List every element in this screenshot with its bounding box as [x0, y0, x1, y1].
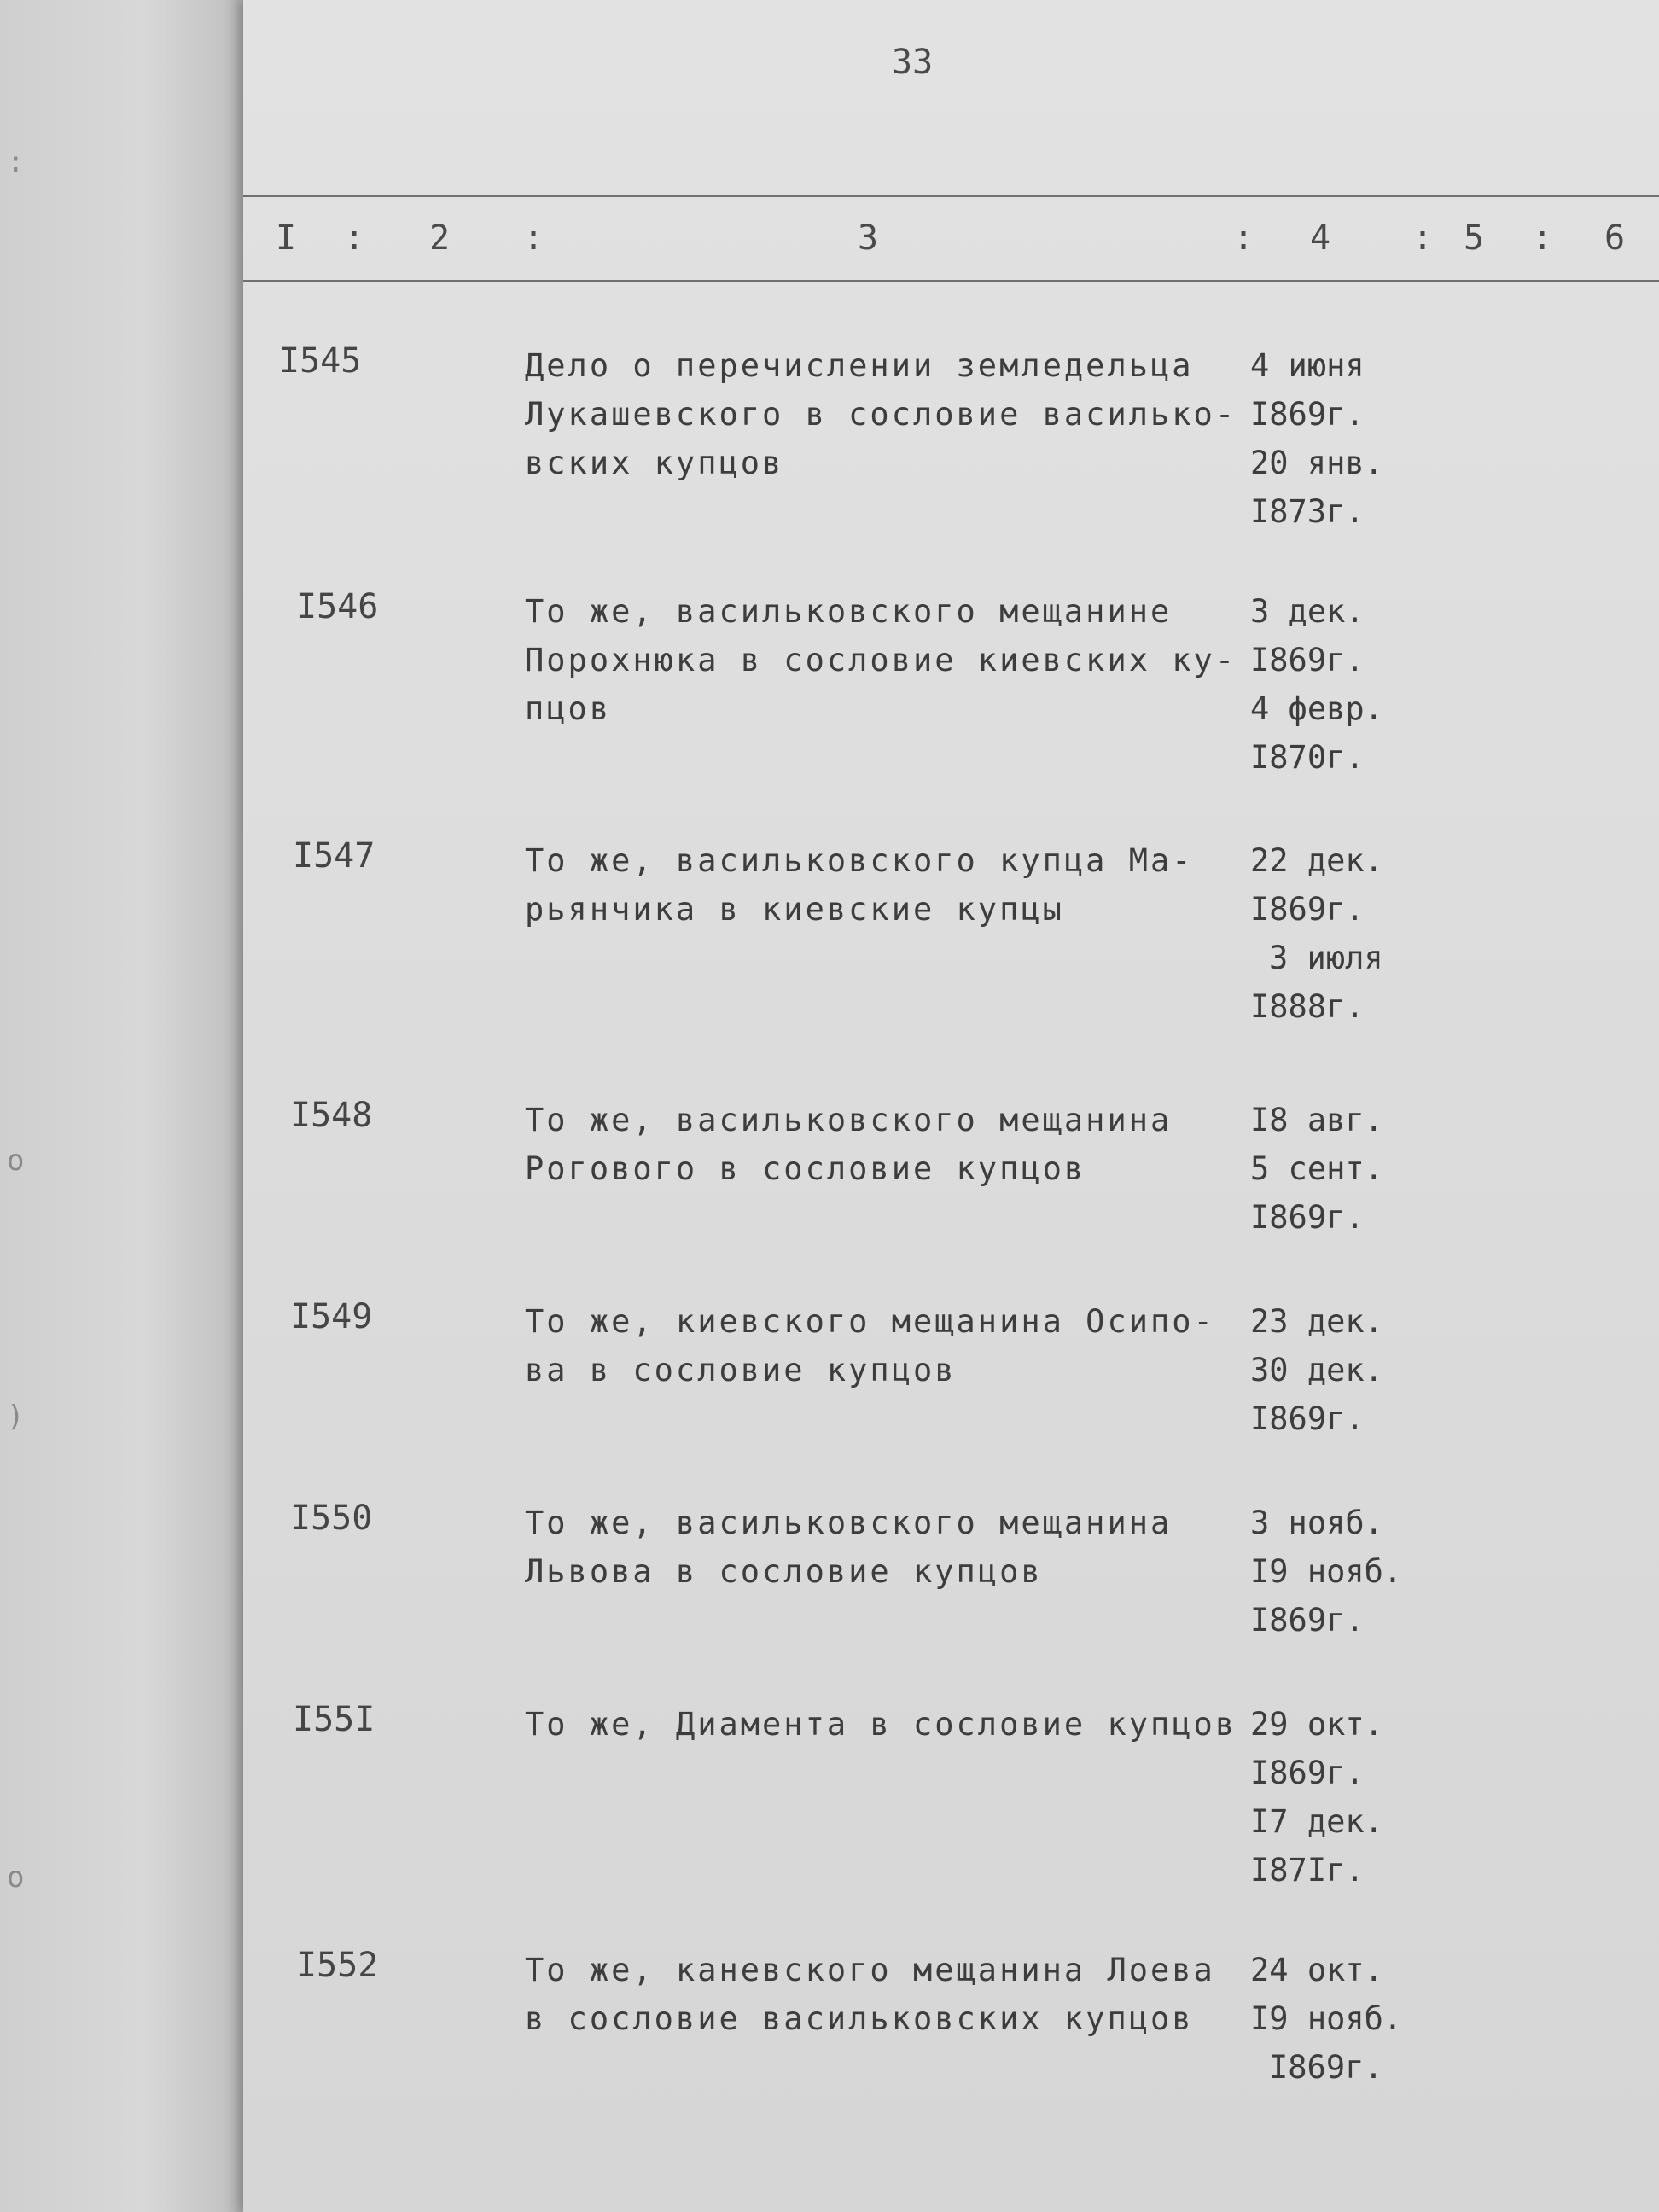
date-line: I869г.	[1269, 2049, 1383, 2086]
entry-number: I55I	[293, 1700, 375, 1739]
date-line: I869г.	[1250, 1199, 1365, 1236]
date-line: 4 февр.	[1250, 690, 1383, 727]
description-line: Дело о перечислении земледельца	[525, 347, 1194, 384]
entry-description	[525, 1499, 1250, 1596]
column-separator: :	[1412, 218, 1434, 258]
edge-mark: )	[7, 1400, 25, 1434]
column-number: I	[276, 218, 297, 258]
column-separator: :	[1233, 218, 1254, 258]
facing-page-edge	[0, 0, 243, 2212]
date-line: I869г.	[1250, 642, 1365, 678]
date-line: I869г.	[1250, 1602, 1365, 1639]
date-line: 3 июля	[1269, 940, 1383, 976]
description-line: То же, каневского мещанина Лоева	[525, 1952, 1215, 1988]
entry-description	[525, 1297, 1250, 1394]
entry-dates	[1250, 1700, 1383, 1895]
description-line: ва в сословие купцов	[525, 1352, 957, 1388]
entry-description	[525, 1946, 1250, 2043]
column-number: 3	[858, 218, 879, 258]
description-line: Порохнюка в сословие киевских ку-	[525, 642, 1237, 678]
description-line: То же, васильковского мещанине	[525, 593, 1173, 630]
column-number: 2	[429, 218, 451, 258]
date-line: I873г.	[1250, 493, 1365, 530]
date-line: 5 сент.	[1250, 1150, 1383, 1187]
date-line: 23 дек.	[1250, 1303, 1383, 1340]
entry-number: I549	[290, 1297, 373, 1336]
date-line: I8 авг.	[1250, 1102, 1383, 1138]
entry-dates	[1250, 836, 1383, 1031]
date-line: I869г.	[1250, 891, 1365, 928]
column-number: 5	[1464, 218, 1485, 258]
date-line: 20 янв.	[1250, 445, 1383, 481]
entry-number: I545	[279, 341, 362, 381]
column-number: 6	[1604, 218, 1626, 258]
entry-dates	[1250, 341, 1383, 536]
column-separator: :	[523, 218, 544, 258]
date-line: 3 нояб.	[1250, 1505, 1383, 1541]
date-line: I9 нояб.	[1250, 2000, 1403, 2037]
entry-description	[525, 1096, 1250, 1193]
edge-mark: :	[7, 145, 25, 179]
description-line: в сословие васильковских купцов	[525, 2000, 1194, 2037]
description-line: То же, киевского мещанина Осипо-	[525, 1303, 1215, 1340]
date-line: I870г.	[1250, 739, 1365, 776]
entry-number: I546	[296, 587, 379, 626]
column-number: 4	[1310, 218, 1331, 258]
date-line: 30 дек.	[1250, 1352, 1383, 1388]
date-line: 3 дек.	[1250, 593, 1365, 630]
column-separator: :	[344, 218, 365, 258]
edge-mark: o	[7, 1860, 25, 1895]
entry-dates	[1250, 1096, 1383, 1242]
entry-description	[525, 587, 1250, 733]
table-top-rule	[243, 195, 1659, 197]
description-line: пцов	[525, 690, 612, 727]
entry-dates	[1250, 1946, 1402, 2092]
date-line: I869г.	[1250, 1755, 1365, 1791]
description-line: Рогового в сословие купцов	[525, 1150, 1086, 1187]
entry-description	[525, 1700, 1250, 1749]
date-line: 29 окт.	[1250, 1706, 1383, 1743]
date-line: I7 дек.	[1250, 1803, 1383, 1840]
date-line: I869г.	[1250, 1400, 1365, 1437]
date-line: 22 дек.	[1250, 842, 1383, 879]
entry-number: I547	[293, 836, 375, 876]
document-page	[243, 0, 1659, 2212]
description-line: То же, васильковского купца Ма-	[525, 842, 1194, 879]
date-line: 24 окт.	[1250, 1952, 1383, 1988]
entry-dates	[1250, 587, 1383, 782]
description-line: вских купцов	[525, 445, 784, 481]
column-separator: :	[1532, 218, 1553, 258]
description-line: рьянчика в киевские купцы	[525, 891, 1064, 928]
description-line: То же, васильковского мещанина	[525, 1102, 1173, 1138]
description-line: То же, васильковского мещанина	[525, 1505, 1173, 1541]
date-line: I9 нояб.	[1250, 1553, 1403, 1590]
date-line: I888г.	[1250, 988, 1365, 1025]
date-line: I87Iг.	[1250, 1852, 1365, 1889]
description-line: Лукашевского в сословие василько-	[525, 396, 1237, 433]
date-line: 4 июня	[1250, 347, 1365, 384]
date-line: I869г.	[1250, 396, 1365, 433]
page-number: 33	[892, 43, 934, 82]
description-line: Львова в сословие купцов	[525, 1553, 1043, 1590]
entry-dates	[1250, 1297, 1383, 1443]
entry-number: I552	[296, 1946, 379, 1985]
entry-dates	[1250, 1499, 1402, 1644]
entry-number: I548	[290, 1096, 373, 1135]
table-header-rule	[243, 280, 1659, 282]
entry-number: I550	[290, 1499, 373, 1538]
description-line: То же, Диамента в сословие купцов	[525, 1706, 1237, 1743]
entry-description	[525, 341, 1250, 487]
entry-description	[525, 836, 1250, 934]
edge-mark: o	[7, 1144, 25, 1178]
